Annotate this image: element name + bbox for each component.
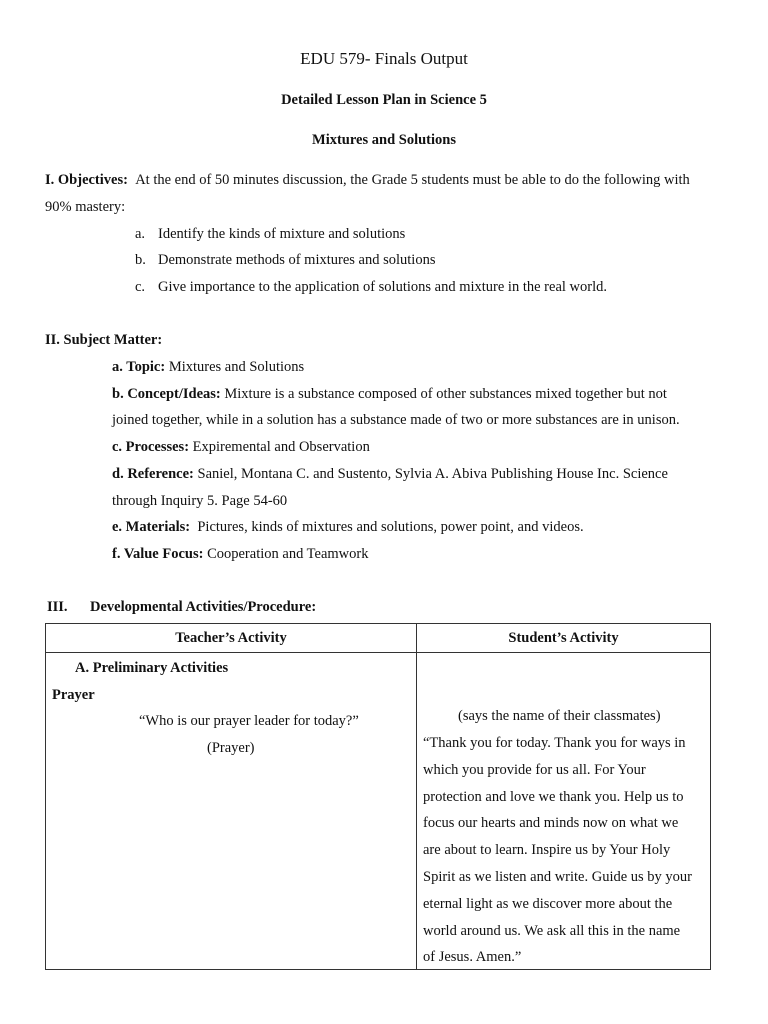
objective-item-a: Identify the kinds of mixture and solutions bbox=[158, 226, 406, 242]
concept-label: b. Concept/Ideas: bbox=[112, 386, 221, 402]
table-row bbox=[46, 653, 711, 970]
prayer-heading-text: Prayer bbox=[52, 687, 95, 703]
objective-item-b: Demonstrate methods of mixtures and solutions bbox=[158, 252, 436, 268]
materials-value: Pictures, kinds of mixtures and solutions, power point, and videos. bbox=[197, 519, 584, 535]
topic-label: a. Topic: bbox=[112, 359, 166, 375]
student-prayer-line-3: protection and love we thank you. Help us to bbox=[423, 789, 684, 805]
value-focus-value: Cooperation and Teamwork bbox=[207, 546, 369, 562]
objectives-line-1 bbox=[45, 172, 690, 189]
prayer-leader-question: “Who is our prayer leader for today?” bbox=[139, 713, 359, 729]
reference-value-1: Saniel, Montana C. and Sustento, Sylvia A. Abiva Publishing House Inc. Science bbox=[197, 466, 668, 482]
reference-value-2: through Inquiry 5. Page 54-60 bbox=[112, 493, 288, 509]
student-prayer-line-4: focus our hearts and minds now on what we bbox=[423, 815, 679, 831]
procedure-number-text: III. bbox=[47, 599, 68, 615]
value-focus-line bbox=[112, 546, 368, 563]
processes-label: c. Processes: bbox=[112, 439, 190, 455]
student-prayer-line-9: of Jesus. Amen.” bbox=[423, 949, 522, 965]
objective-marker-a: a. bbox=[135, 226, 146, 242]
topic-value: Mixtures and Solutions bbox=[168, 359, 305, 375]
student-activity-header: Student’s Activity bbox=[417, 624, 711, 653]
student-activity-cell bbox=[417, 653, 711, 970]
concept-line-1 bbox=[112, 386, 667, 403]
objectives-label: I. Objectives: bbox=[45, 172, 128, 188]
document-title: EDU 579- Finals Output bbox=[300, 49, 468, 68]
student-prayer-line-5: are about to learn. Inspire us by Your Holy bbox=[423, 842, 671, 858]
teacher-activity-cell bbox=[46, 653, 417, 970]
objective-marker-b: b. bbox=[135, 252, 146, 268]
concept-value-2: joined together, while in a solution has a substance made of two or more substances are in unison. bbox=[112, 412, 680, 428]
objectives-intro-1: At the end of 50 minutes discussion, the Grade 5 students must be able to do the following with bbox=[135, 172, 690, 188]
procedure-heading bbox=[90, 599, 316, 616]
procedure-heading-text: Developmental Activities/Procedure: bbox=[90, 599, 317, 615]
prayer-note: (Prayer) bbox=[207, 740, 255, 756]
reference-label: d. Reference: bbox=[112, 466, 194, 482]
table-header-row bbox=[46, 624, 711, 653]
objective-item-c: Give importance to the application of solutions and mixture in the real world. bbox=[158, 279, 607, 295]
student-prayer-line-8: world around us. We ask all this in the name bbox=[423, 923, 681, 939]
procedure-number bbox=[47, 599, 68, 616]
teacher-activity-header: Teacher’s Activity bbox=[46, 624, 417, 653]
preliminary-activities-heading bbox=[75, 660, 228, 677]
student-response: (says the name of their classmates) bbox=[458, 708, 661, 724]
student-prayer-line-1: “Thank you for today. Thank you for ways in bbox=[423, 735, 686, 751]
subject-matter-label bbox=[45, 332, 162, 349]
student-prayer-line-2: which you provide for us all. For Your bbox=[423, 762, 646, 778]
lesson-topic-heading: Mixtures and Solutions bbox=[312, 132, 456, 148]
materials-line bbox=[112, 519, 584, 536]
student-prayer-line-6: Spirit as we listen and write. Guide us by your bbox=[423, 869, 693, 885]
objective-marker-c: c. bbox=[135, 279, 146, 295]
topic-line bbox=[112, 359, 304, 376]
processes-line bbox=[112, 439, 370, 456]
document-subtitle: Detailed Lesson Plan in Science 5 bbox=[281, 92, 487, 108]
student-prayer-line-7: eternal light as we discover more about the bbox=[423, 896, 673, 912]
procedure-table bbox=[45, 623, 711, 970]
value-focus-label: f. Value Focus: bbox=[112, 546, 204, 562]
processes-value: Expiremental and Observation bbox=[192, 439, 370, 455]
prayer-heading bbox=[52, 687, 95, 704]
preliminary-activities-text: A. Preliminary Activities bbox=[75, 660, 229, 676]
subject-matter-heading: II. Subject Matter: bbox=[45, 332, 163, 348]
reference-line-1 bbox=[112, 466, 668, 483]
concept-value-1: Mixture is a substance composed of other substances mixed together but not bbox=[224, 386, 667, 402]
materials-label: e. Materials: bbox=[112, 519, 191, 535]
objectives-intro-2: 90% mastery: bbox=[45, 199, 126, 215]
